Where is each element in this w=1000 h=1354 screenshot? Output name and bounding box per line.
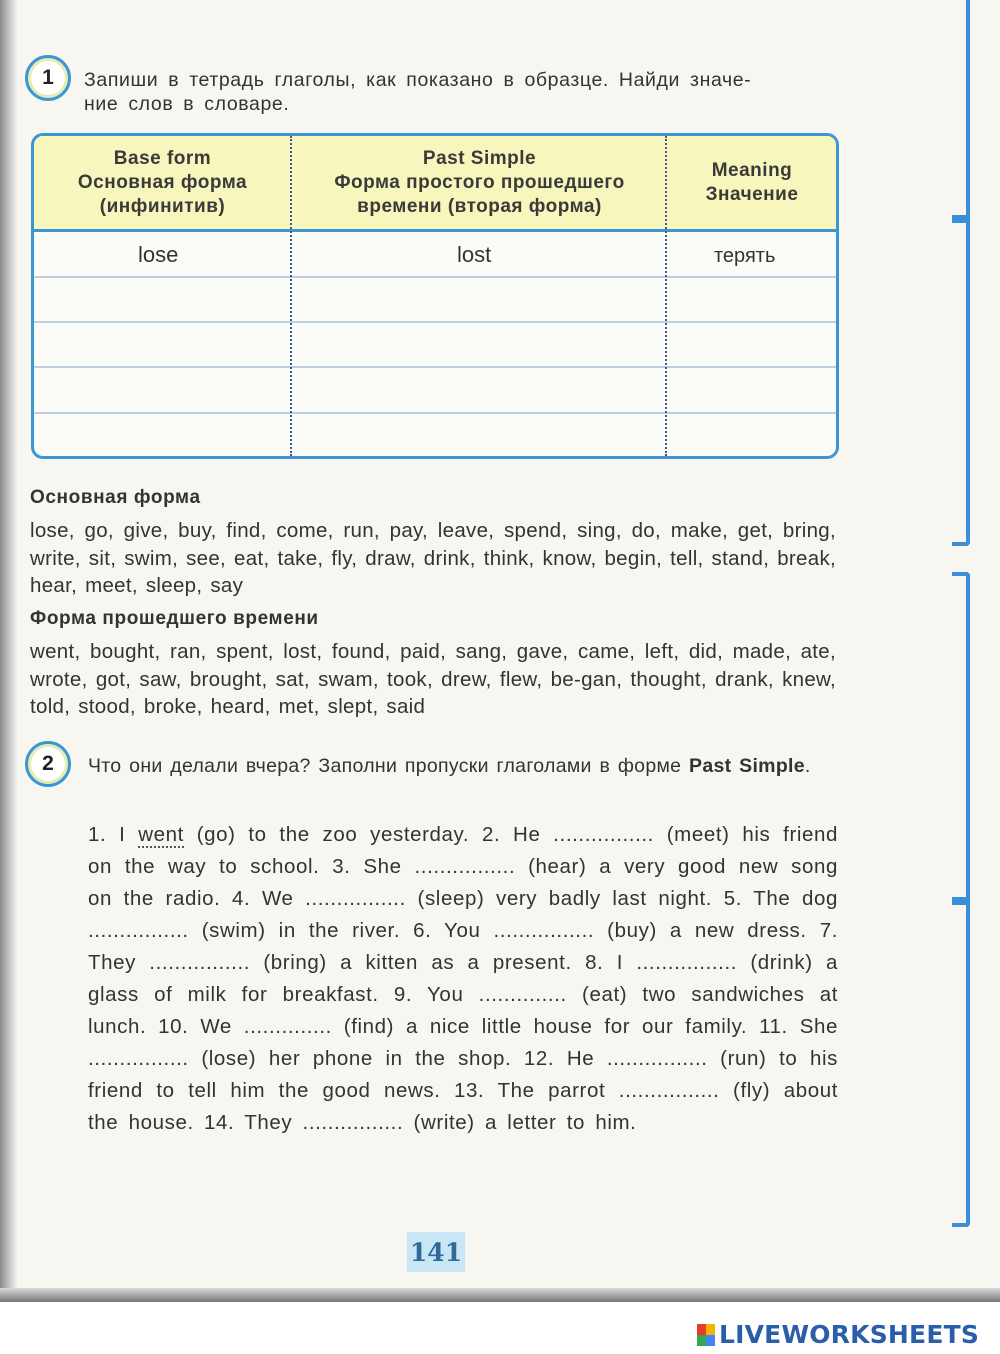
verb-table [31, 133, 839, 459]
header-base-form [34, 136, 291, 229]
header-base-form-note: (инфинитив) [99, 195, 226, 217]
header-past-simple-en: Past Simple [422, 147, 537, 169]
page-number: 141 [407, 1232, 465, 1272]
header-past-simple-ru: Форма простого прошедшего [334, 171, 625, 193]
liveworksheets-text: LIVEWORKSHEETS [719, 1320, 980, 1349]
sample-base-form: lose [138, 242, 179, 267]
exercise-2-instruction-text: Что они делали вчера? Заполни пропуски глаголами в форме [88, 755, 682, 777]
header-meaning-ru: Значение [705, 183, 799, 205]
verb-table-header [34, 136, 836, 232]
table-row-divider [34, 276, 836, 278]
liveworksheets-icon [697, 1324, 715, 1346]
page-binding-shadow [0, 0, 18, 1300]
margin-bracket-lower [952, 572, 970, 905]
exercise-1-number: 1 [25, 55, 71, 101]
margin-bracket-top [952, 0, 970, 223]
exercise-2-instruction [88, 752, 840, 780]
base-forms-list: lose, go, give, buy, find, come, run, pay, leave, spend, sing, do, make, get, bring, write, sit, swim, see, eat, take, fly, draw, drink, think, know, begin, tell, stand, break, hear, meet, sleep, say [30, 519, 836, 597]
exercise-2-text [88, 819, 838, 1139]
answer-cell-empty[interactable] [668, 279, 836, 319]
past-forms-list: went, bought, ran, spent, lost, found, paid, sang, gave, came, left, did, made, ate, wrote, got, saw, brought, sat, swam, took, drew, flew, be-gan, thought, drank, knew, told, stood, broke, heard, met, slept, said [30, 640, 836, 718]
header-past-simple-note: времени (вторая форма) [357, 195, 602, 217]
header-meaning [668, 136, 836, 229]
header-base-form-ru: Основная форма [77, 171, 248, 193]
sample-meaning: терять [714, 245, 776, 267]
header-meaning-en: Meaning [711, 159, 793, 181]
exercise-2-text-start: 1. I [88, 823, 126, 846]
base-forms-title: Основная форма [30, 487, 201, 508]
liveworksheets-logo [697, 1320, 979, 1349]
margin-bracket-bottom [952, 897, 970, 1227]
exercise-2-instruction-bold: Past Simple [689, 755, 805, 777]
exercise-2-sentences: (go) to the zoo yesterday. 2. He ................ (meet) his friend on the way to school. 3. She ................ (hear) a very good new song on the radio. 4. We ................ (sleep) very badly last night. 5. The dog ................ (swim) in the river. 6. You ................ (buy) a new dress. 7. They ................ (bring) a kitten as a present. 8. I ................ (drink) a glass of milk for breakfast. 9. You .............. (eat) two sandwiches at lunch. 10. We .............. (find) a nice little house for our family. 11. She ................ (lose) her phone in the shop. 12. He ................ (run) to his friend to tell him the good news. 13. The parrot ................ (fly) about the house. 14. They ................ (write) a letter to him. [88, 823, 839, 1134]
exercise-1-instruction [84, 68, 844, 116]
header-base-form-en: Base form [113, 147, 212, 169]
table-column-divider [290, 136, 292, 456]
exercise-1-instruction-line1: Запиши в тетрадь глаголы, как показано в образце. Найди значе- [84, 69, 752, 91]
exercise-2-number: 2 [25, 741, 71, 787]
table-row-divider [34, 412, 836, 414]
margin-bracket-middle [952, 215, 970, 546]
answer-cell-empty[interactable] [293, 279, 663, 319]
page-bottom-edge [0, 1288, 1000, 1302]
answer-cell-empty[interactable] [34, 279, 288, 319]
sample-answer: went [138, 823, 184, 846]
sample-past-form: lost [457, 242, 492, 267]
header-past-simple [293, 136, 666, 229]
exercise-1-instruction-line2: ние слов в словаре. [84, 93, 290, 115]
past-forms-title: Форма прошедшего времени [30, 608, 319, 629]
table-row-divider [34, 366, 836, 368]
exercise-2-instruction-end: . [804, 755, 811, 777]
table-column-divider [665, 136, 667, 456]
table-row-divider [34, 321, 836, 323]
